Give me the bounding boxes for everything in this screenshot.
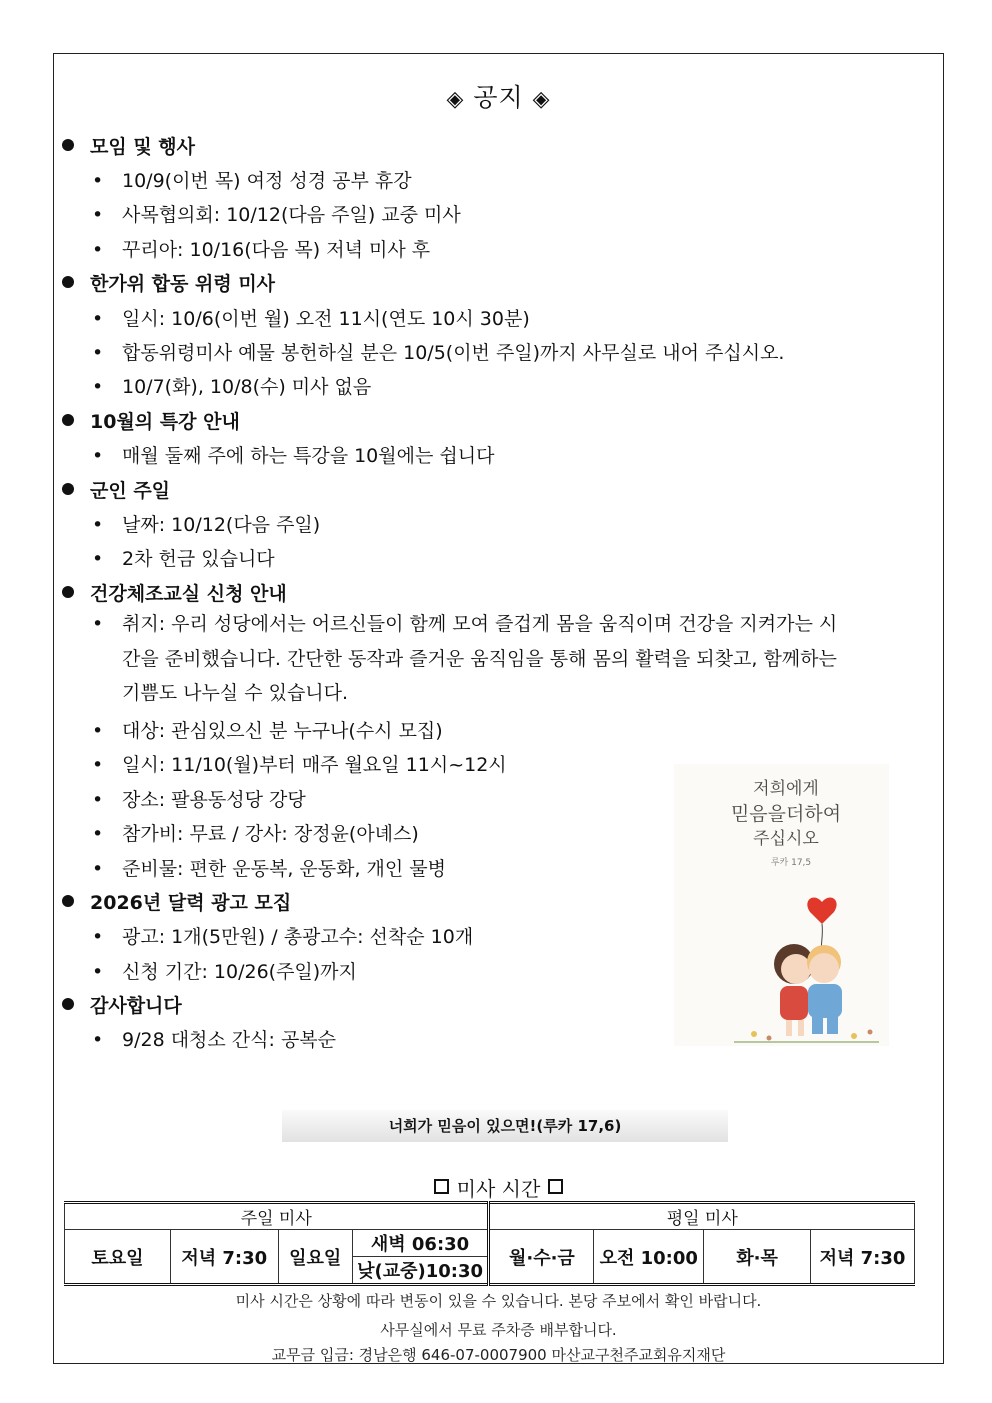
bullet-icon [62, 276, 74, 288]
heading-text: 모임 및 행사 [90, 136, 195, 158]
boy-shirt [808, 984, 842, 1018]
diamond-icon: ◈ [446, 87, 465, 112]
notice-frame [53, 53, 944, 1364]
boy-leg [827, 1016, 838, 1034]
footer-note-3: 교무금 입금: 경남은행 646-07-0007900 마산교구천주교회유지재단 [271, 1346, 726, 1364]
illus-line3: 주십시오 [753, 829, 819, 849]
item-text: 장소: 팔용동성당 강당 [122, 789, 306, 811]
list-item: • 사목협의회: 10/12(다음 주일) 교중 미사 [92, 204, 461, 226]
item-text: 대상: 관심있으신 분 누구나(수시 모집) [122, 720, 443, 742]
purpose-line: 기쁨도 나누실 수 있습니다. [122, 682, 349, 704]
list-item: • 일시: 10/6(이번 월) 오전 11시(연도 10시 30분) [92, 308, 530, 330]
diamond-icon: ◈ [532, 87, 551, 112]
item-text: 10/7(화), 10/8(수) 미사 없음 [122, 376, 372, 398]
purpose-line: 취지: 우리 성당에서는 어르신들이 함께 모여 즐겁게 몸을 움직이며 건강을 지켜가는 시 [122, 613, 838, 635]
page-title [54, 78, 943, 114]
mass-title-text: 미사 시간 [456, 1177, 541, 1201]
list-item: • 꾸리아: 10/16(다음 목) 저녁 미사 후 [92, 239, 431, 261]
flower-icon [851, 1033, 857, 1039]
faith-illustration [674, 764, 889, 1046]
heading-text: 군인 주일 [90, 480, 171, 502]
item-text: 일시: 11/10(월)부터 매주 월요일 11시~12시 [122, 754, 507, 776]
checkbox-icon [434, 1179, 449, 1194]
item-text: 일시: 10/6(이번 월) 오전 11시(연도 10시 30분) [122, 308, 530, 330]
list-item: • 신청 기간: 10/26(주일)까지 [92, 961, 357, 983]
girl-dress [780, 986, 808, 1020]
section-heading-calendar-ads [62, 888, 291, 915]
section-heading-military-sunday [62, 476, 170, 503]
flower-icon [767, 1036, 772, 1041]
item-text: 광고: 1개(5만원) / 총광고수: 선착순 10개 [122, 926, 474, 948]
item-text: 10/9(이번 목) 여정 성경 공부 휴강 [122, 170, 412, 192]
list-item: • 매월 둘째 주에 하는 특강을 10월에는 쉽니다 [92, 445, 495, 467]
item-text: 꾸리아: 10/16(다음 목) 저녁 미사 후 [122, 239, 431, 261]
list-item: • 날짜: 10/12(다음 주일) [92, 514, 321, 536]
list-item: • 합동위령미사 예물 봉헌하실 분은 10/5(이번 주일)까지 사무실로 내어 주십시오. [92, 342, 785, 364]
weekday-mass-header: 평일 미사 [489, 1203, 915, 1230]
item-text: 매월 둘째 주에 하는 특강을 10월에는 쉽니다 [122, 445, 495, 467]
list-item: • 9/28 대청소 간식: 공복순 [92, 1029, 337, 1051]
sunday-time-main: 낮(교중)10:30 [352, 1257, 489, 1285]
sunday-mass-header: 주일 미사 [65, 1203, 489, 1230]
saturday-time-cell: 저녁 7:30 [170, 1230, 278, 1285]
list-item: • 10/7(화), 10/8(수) 미사 없음 [92, 376, 372, 398]
illus-ref: 루카 17,5 [770, 858, 812, 868]
item-text: 2차 헌금 있습니다 [122, 548, 275, 570]
list-item: • 2차 헌금 있습니다 [92, 548, 275, 570]
boy-leg [812, 1016, 823, 1034]
list-item: • 10/9(이번 목) 여정 성경 공부 휴강 [92, 170, 412, 192]
bullet-icon [62, 139, 74, 151]
section-heading-memorial-mass [62, 269, 275, 296]
list-item: • 장소: 팔용동성당 강당 [92, 789, 306, 811]
heading-text: 감사합니다 [90, 995, 182, 1017]
section-heading-thanks [62, 991, 182, 1018]
item-text: 신청 기간: 10/26(주일)까지 [122, 961, 357, 983]
heading-text: 건강체조교실 신청 안내 [90, 583, 287, 605]
mwf-time-cell: 오전 10:00 [594, 1230, 704, 1285]
item-text: 9/28 대청소 간식: 공복순 [122, 1029, 337, 1051]
heading-text: 10월의 특강 안내 [90, 411, 240, 433]
illus-line1: 저희에게 [753, 779, 819, 799]
heading-text: 2026년 달력 광고 모집 [90, 892, 292, 914]
tt-time-cell: 저녁 7:30 [811, 1230, 915, 1285]
sunday-time-early: 새벽 06:30 [352, 1230, 489, 1257]
purpose-paragraph: • 취지: 우리 성당에서는 어르신들이 함께 모여 즐겁게 몸을 움직이며 건강을 지켜가는 시 간을 준비했습니다. 간단한 동작과 즐거운 움직임을 통해 몸의 활력을 되찾고, 함께하는 기쁨도 나누실 수 있습니다. [92, 613, 838, 704]
flower-icon [868, 1030, 873, 1035]
item-text: 합동위령미사 예물 봉헌하실 분은 10/5(이번 주일)까지 사무실로 내어 주십시오. [122, 342, 785, 364]
girl-leg [786, 1020, 792, 1036]
verse-banner: 너희가 믿음이 있으면!(루카 17,6) [282, 1110, 728, 1142]
list-item: • 준비물: 편한 운동복, 운동화, 개인 물병 [92, 858, 446, 880]
footer-note-2: 사무실에서 무료 주차증 배부합니다. [380, 1321, 617, 1339]
list-item: • 광고: 1개(5만원) / 총광고수: 선착순 10개 [92, 926, 474, 948]
item-text: 참가비: 무료 / 강사: 장정윤(아녜스) [122, 823, 419, 845]
list-item: • 참가비: 무료 / 강사: 장정윤(아녜스) [92, 823, 419, 845]
list-item: • 대상: 관심있으신 분 누구나(수시 모집) [92, 720, 443, 742]
item-text: 사목협의회: 10/12(다음 주일) 교중 미사 [122, 204, 461, 226]
bullet-icon [62, 414, 74, 426]
section-heading-events [62, 132, 195, 159]
girl-leg [798, 1020, 804, 1036]
saturday-cell: 토요일 [65, 1230, 171, 1285]
list-item: • 일시: 11/10(월)부터 매주 월요일 11시~12시 [92, 754, 507, 776]
girl-face [781, 954, 811, 984]
bullet-icon [62, 483, 74, 495]
bullet-icon [62, 998, 74, 1010]
mass-schedule-table [64, 1201, 915, 1286]
bullet-icon [62, 895, 74, 907]
flower-icon [751, 1031, 757, 1037]
mass-times-heading [54, 1173, 943, 1202]
tt-cell: 화·목 [704, 1230, 811, 1285]
heading-text: 한가위 합동 위령 미사 [90, 273, 276, 295]
illus-line2: 믿음을더하여 [730, 803, 842, 825]
checkbox-icon [548, 1179, 563, 1194]
section-heading-exercise-class [62, 579, 287, 606]
item-text: 준비물: 편한 운동복, 운동화, 개인 물병 [122, 858, 446, 880]
bullet-icon [62, 586, 74, 598]
section-heading-lecture [62, 407, 240, 434]
title-text: 공지 [473, 83, 524, 112]
footer-note-1: 미사 시간은 상황에 따라 변동이 있을 수 있습니다. 본당 주보에서 확인 바랍니다. [235, 1292, 762, 1310]
sunday-cell: 일요일 [278, 1230, 352, 1285]
mwf-cell: 월·수·금 [489, 1230, 594, 1285]
boy-face [809, 953, 839, 983]
item-text: 날짜: 10/12(다음 주일) [122, 514, 321, 536]
purpose-line: 간을 준비했습니다. 간단한 동작과 즐거운 움직임을 통해 몸의 활력을 되찾고, 함께하는 [122, 647, 837, 670]
